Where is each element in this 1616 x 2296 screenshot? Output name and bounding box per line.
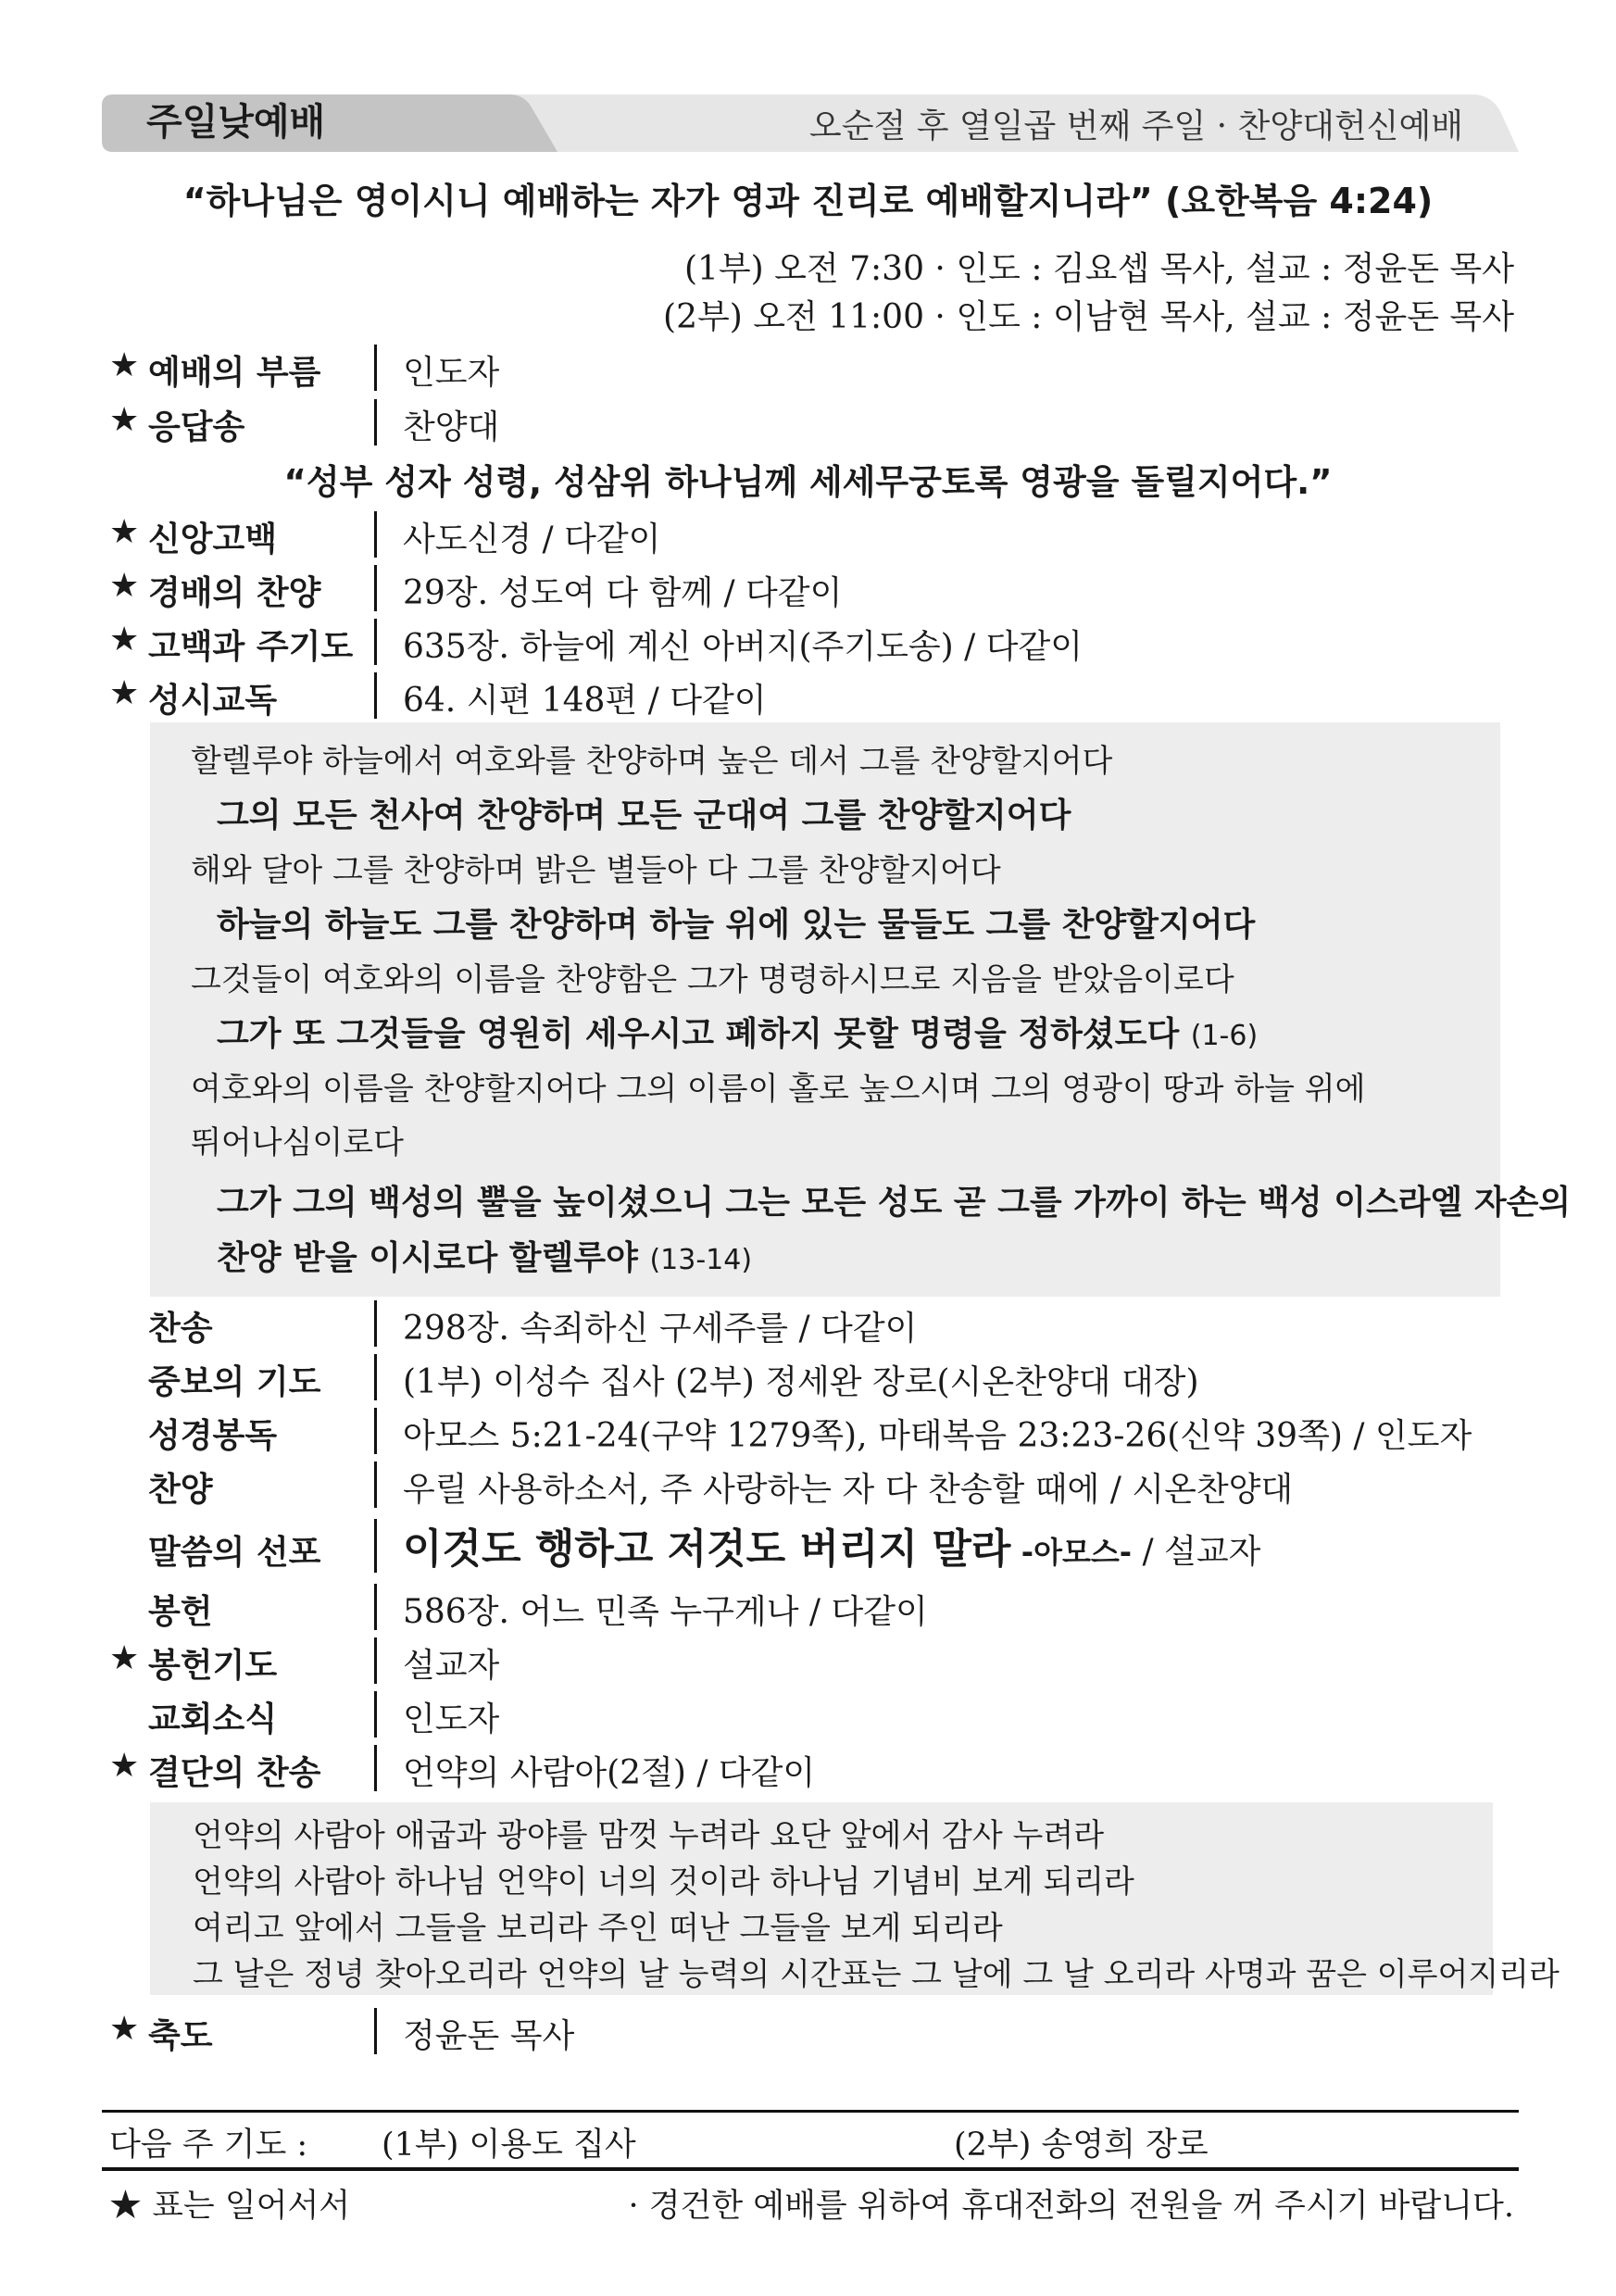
order-row-hymn <box>0 1297 1616 1349</box>
order-row-response <box>0 395 1616 447</box>
divider <box>374 399 377 445</box>
sermon-title: 이것도 행하고 저것도 버리지 말라 <box>403 1525 1011 1573</box>
order-label: 축도 <box>148 2017 213 2055</box>
reading-line-leader: 뛰어나심이로다 <box>191 1124 404 1161</box>
reading-line-leader: 여호와의 이름을 찬양할지어다 그의 이름이 홀로 높으시며 그의 영광이 땅과 하늘 위에 <box>191 1071 1366 1108</box>
order-content: 635장. 하늘에 계신 아버지(주기도송) / 다같이 <box>403 628 1084 666</box>
service-time-second: (2부) 오전 11:00 · 인도 : 이남현 목사, 설교 : 정윤돈 목사 <box>663 298 1514 336</box>
gloria-patri: “성부 성자 성령, 성삼위 하나님께 세세무궁토록 영광을 돌릴지어다.” <box>283 462 1333 502</box>
order-label: 말씀의 선포 <box>148 1534 321 1572</box>
order-content: 사도신경 / 다같이 <box>403 521 661 558</box>
next-prayer-second: (2부) 송영희 장로 <box>954 2127 1209 2164</box>
divider <box>374 672 377 719</box>
divider <box>374 1584 377 1630</box>
star-icon: ★ <box>109 567 140 605</box>
divider <box>374 345 377 391</box>
order-content: 언약의 사람아(2절) / 다같이 <box>403 1754 816 1792</box>
sermon-preacher: / 설교자 <box>1142 1533 1261 1571</box>
order-content: 인도자 <box>403 1700 500 1738</box>
sermon-book: -아모스- <box>1021 1535 1133 1570</box>
reading-line-congregation: 그가 또 그것들을 영원히 세우시고 폐하지 못할 명령을 정하셨도다 (1-6) <box>217 1015 1259 1053</box>
order-content: 64. 시편 148편 / 다같이 <box>403 682 767 720</box>
order-label: 경배의 찬양 <box>148 574 321 612</box>
order-content: 아모스 5:21-24(구약 1279쪽), 마태복음 23:23-26(신약 39쪽) / 인도자 <box>403 1417 1472 1455</box>
divider <box>374 565 377 611</box>
star-icon: ★ <box>109 1639 140 1677</box>
divider <box>374 619 377 665</box>
star-icon: ★ <box>109 1747 140 1785</box>
order-content: 586장. 어느 민족 누구게나 / 다같이 <box>403 1593 928 1631</box>
order-row-offering-prayer <box>0 1634 1616 1686</box>
hymn-lyric-line: 여리고 앞에서 그들을 보리라 주인 떠난 그들을 보게 되리라 <box>193 1910 1003 1947</box>
order-row-intercession <box>0 1350 1616 1402</box>
order-row-scripture <box>0 1404 1616 1456</box>
order-content: 29장. 성도여 다 함께 / 다같이 <box>403 574 843 612</box>
service-subtitle: 오순절 후 열일곱 번째 주일 · 찬양대헌신예배 <box>808 107 1463 145</box>
reading-line-congregation: 그가 그의 백성의 뿔을 높이셨으니 그는 모든 성도 곧 그를 가까이 하는 백성 이스라엘 자손의 <box>217 1184 1572 1222</box>
order-row-responsive-reading <box>0 669 1616 721</box>
order-row-announcements <box>0 1687 1616 1739</box>
order-row-offering <box>0 1580 1616 1632</box>
order-label: 신앙고백 <box>148 521 278 558</box>
order-content: 정윤돈 목사 <box>403 2017 575 2055</box>
order-label: 찬양 <box>148 1471 213 1509</box>
verse-ref: (1-6) <box>1190 1020 1259 1052</box>
order-label: 봉헌기도 <box>148 1647 278 1685</box>
order-content: (1부) 이성수 집사 (2부) 정세완 장로(시온찬양대 대장) <box>403 1363 1199 1401</box>
reading-line-congregation: 찬양 받을 이시로다 할렐루야 (13-14) <box>217 1239 753 1277</box>
stand-note: ★ 표는 일어서서 <box>109 2188 351 2225</box>
order-content: 찬양대 <box>403 408 500 446</box>
divider <box>374 1745 377 1791</box>
order-row-benediction <box>0 2004 1616 2056</box>
order-row-sermon <box>0 1515 1616 1575</box>
footer-rule <box>102 2110 1519 2113</box>
order-label: 고백과 주기도 <box>148 628 354 666</box>
order-content: 인도자 <box>403 354 500 392</box>
order-content: 298장. 속죄하신 구세주를 / 다같이 <box>403 1310 918 1348</box>
service-time-first: (1부) 오전 7:30 · 인도 : 김요셉 목사, 설교 : 정윤돈 목사 <box>683 250 1514 288</box>
theme-verse: “하나님은 영이시니 예배하는 자가 영과 진리로 예배할지니라” (요한복음 4:24) <box>182 181 1434 221</box>
verse-ref: (13-14) <box>649 1244 753 1276</box>
order-row-lords-prayer <box>0 615 1616 667</box>
star-icon: ★ <box>109 621 140 659</box>
footer-rule <box>102 2167 1519 2171</box>
next-prayer-first: (1부) 이용도 집사 <box>382 2127 636 2164</box>
reading-line-congregation: 그의 모든 천사여 찬양하며 모든 군대여 그를 찬양할지어다 <box>217 797 1071 834</box>
divider <box>374 1408 377 1454</box>
order-row-praise <box>0 561 1616 613</box>
order-content: 설교자 <box>403 1647 500 1685</box>
hymn-lyric-line: 그 날은 정녕 찾아오리라 언약의 날 능력의 시간표는 그 날에 그 날 오리라 사명과 꿈은 이루어지리라 <box>193 1956 1560 1993</box>
reading-line-leader: 그것들이 여호와의 이름을 찬양함은 그가 명령하시므로 지음을 받았음이로다 <box>191 961 1234 998</box>
divider <box>374 1637 377 1684</box>
star-icon: ★ <box>109 346 140 384</box>
order-label: 중보의 기도 <box>148 1363 321 1401</box>
divider <box>374 1462 377 1508</box>
service-title: 주일낮예배 <box>146 101 326 144</box>
next-prayer-label: 다음 주 기도 : <box>109 2127 308 2164</box>
star-icon: ★ <box>109 2010 140 2048</box>
divider <box>374 1300 377 1347</box>
hymn-lyric-line: 언약의 사람아 애굽과 광야를 맘껏 누려라 요단 앞에서 감사 누려라 <box>193 1817 1105 1854</box>
divider <box>374 2008 377 2054</box>
divider <box>374 1691 377 1738</box>
order-label: 성시교독 <box>148 682 278 720</box>
hymn-lyric-line: 언약의 사람아 하나님 언약이 너의 것이라 하나님 기념비 보게 되리라 <box>193 1863 1134 1901</box>
phone-note: · 경건한 예배를 위하여 휴대전화의 전원을 꺼 주시기 바랍니다. <box>628 2188 1514 2225</box>
order-row-commitment-hymn <box>0 1741 1616 1793</box>
order-label: 결단의 찬송 <box>148 1754 321 1792</box>
sermon-line <box>403 1515 1260 1575</box>
order-label: 찬송 <box>148 1310 213 1348</box>
order-row-call-to-worship <box>0 341 1616 393</box>
reading-line-leader: 할렐루야 하늘에서 여호와를 찬양하며 높은 데서 그를 찬양할지어다 <box>191 743 1113 780</box>
order-row-anthem <box>0 1458 1616 1510</box>
reading-line-leader: 해와 달아 그를 찬양하며 밝은 별들아 다 그를 찬양할지어다 <box>191 852 1001 889</box>
reading-line-congregation: 하늘의 하늘도 그를 찬양하며 하늘 위에 있는 물들도 그를 찬양할지어다 <box>217 906 1256 944</box>
star-icon: ★ <box>109 674 140 712</box>
order-label: 봉헌 <box>148 1593 213 1631</box>
star-icon: ★ <box>109 401 140 439</box>
order-label: 예배의 부름 <box>148 354 321 392</box>
order-row-creed <box>0 508 1616 559</box>
order-label: 성경봉독 <box>148 1417 278 1455</box>
header-band <box>102 82 1519 154</box>
divider <box>374 1519 377 1573</box>
divider <box>374 511 377 558</box>
star-icon: ★ <box>109 513 140 551</box>
order-content: 우릴 사용하소서, 주 사랑하는 자 다 찬송할 때에 / 시온찬양대 <box>403 1471 1294 1509</box>
order-label: 교회소식 <box>148 1700 278 1738</box>
order-label: 응답송 <box>148 408 245 446</box>
divider <box>374 1354 377 1400</box>
